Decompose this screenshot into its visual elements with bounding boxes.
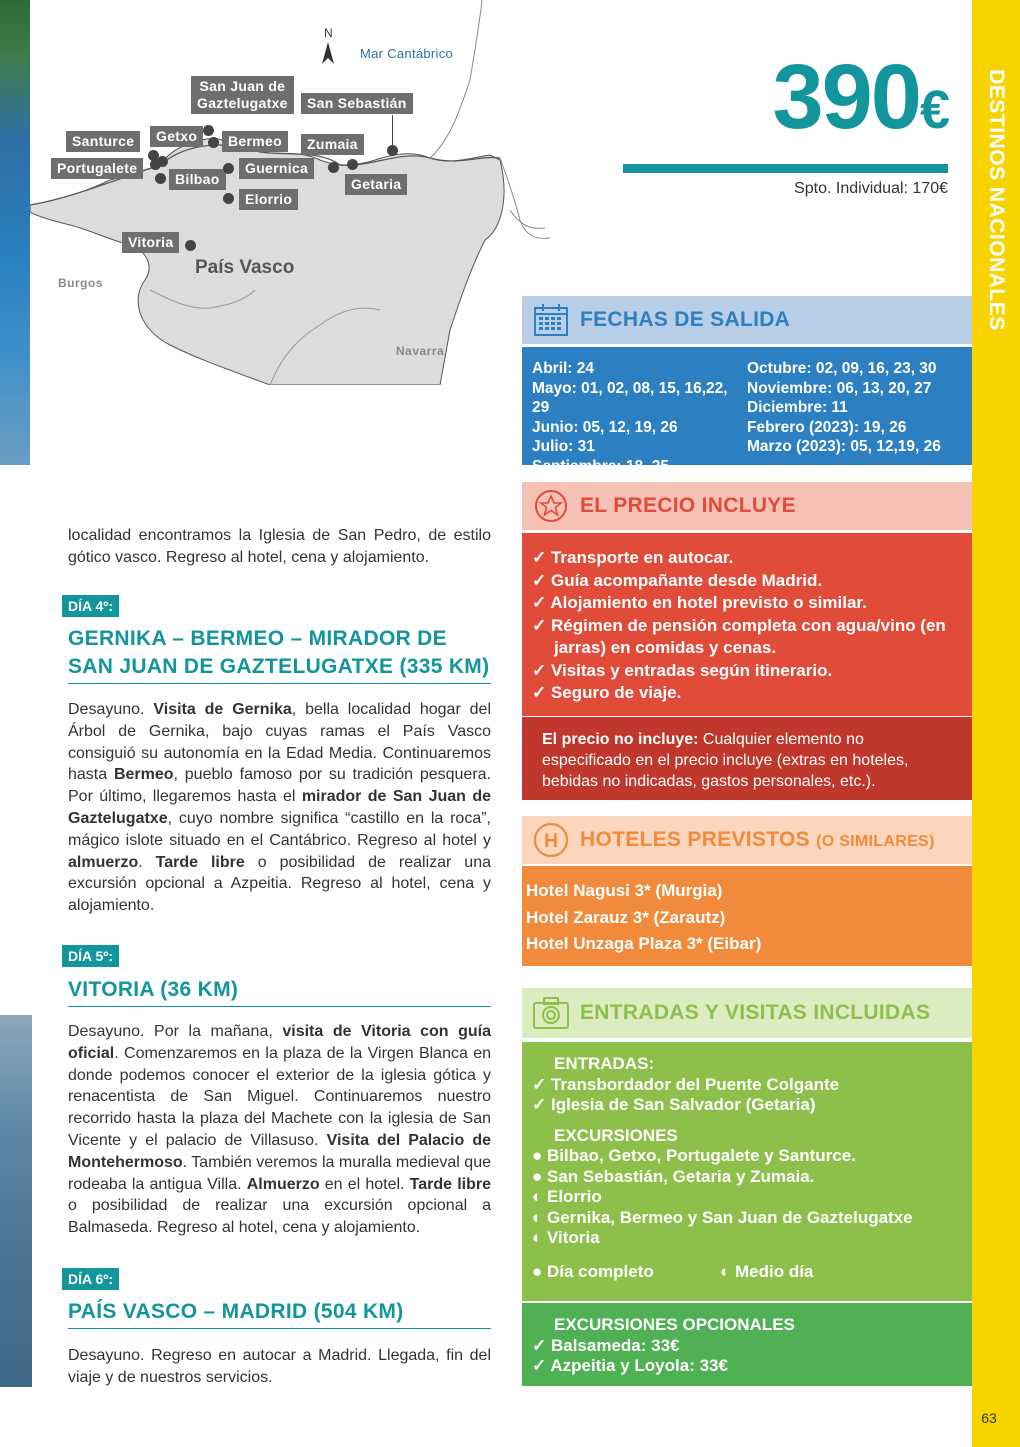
text-run: Desayuno.	[68, 701, 154, 718]
incluye-title: EL PRECIO INCLUYE	[580, 494, 796, 517]
price-currency: €	[919, 80, 950, 140]
leader-line	[392, 115, 393, 149]
city-name: Gaztelugatxe	[197, 95, 288, 111]
photo-strip-bottom	[0, 1015, 32, 1387]
city-label-getxo: Getxo	[150, 126, 203, 147]
city-label-san-sebastian: San Sebastián	[301, 93, 413, 114]
city-dot	[328, 162, 339, 173]
day-6-label: DÍA 6º:	[62, 1268, 119, 1290]
incluye-header	[522, 482, 972, 530]
date-row: Abril: 24	[532, 360, 595, 377]
list-item: ✓ Régimen de pensión completa con agua/vino (en jarras) en comidas y cenas.	[532, 615, 946, 657]
date-row: Noviembre: 06, 13, 20, 27	[747, 379, 932, 397]
svg-text:H: H	[544, 831, 558, 852]
single-supplement: Spto. Individual: 170€	[794, 180, 948, 197]
hotel-item: Hotel Unzaga Plaza 3* (Eibar)	[526, 934, 762, 953]
hoteles-title: HOTELES PREVISTOS	[580, 828, 810, 851]
city-dot	[150, 159, 161, 170]
list-item: ● Bilbao, Getxo, Portugalete y Santurce.	[532, 1146, 856, 1165]
city-dot	[223, 193, 234, 204]
north-label: N	[324, 26, 333, 40]
city-dot	[347, 159, 358, 170]
text-run: o posibilidad de realizar una excursión opcional a Balmaseda. Regreso al hotel, cena y alojamiento.	[68, 1197, 491, 1237]
entradas-label: ENTRADAS:	[554, 1054, 655, 1073]
text-bold: Bermeo	[113, 766, 174, 784]
city-dot	[223, 163, 234, 174]
hotel-item: Hotel Zarauz 3* (Zarautz)	[526, 907, 726, 927]
page-number: 63	[981, 1410, 997, 1426]
text-run: . También veremos la muralla medieval que rodeaba la antigua Villa.	[68, 1153, 491, 1193]
burgos-label: Burgos	[58, 276, 103, 290]
list-item: ✓ Guía acompañante desde Madrid.	[532, 570, 823, 590]
text-run: , cuyo nombre significa “castillo en la roca”, mágico islote situado en el Cantábrico. Regreso al hotel y	[68, 809, 491, 849]
opcionales-body	[522, 1303, 972, 1386]
opcionales-label: EXCURSIONES OPCIONALES	[554, 1315, 795, 1334]
day-4-label: DÍA 4º:	[62, 595, 119, 617]
dates-column-1	[532, 359, 747, 475]
list-item: ✓ Transporte en autocar.	[532, 548, 734, 567]
fechas-header	[522, 296, 972, 344]
city-label-bermeo: Bermeo	[222, 131, 288, 152]
list-item: ✓ Visitas y entradas según itinerario.	[532, 660, 833, 680]
dates-column-2	[747, 359, 962, 453]
excursiones-label: EXCURSIONES	[554, 1125, 678, 1145]
city-label-elorrio: Elorrio	[239, 189, 298, 210]
fechas-title: FECHAS DE SALIDA	[580, 308, 791, 331]
hoteles-body	[522, 866, 972, 966]
list-item: ✓ Seguro de viaje.	[532, 683, 682, 702]
list-item: ◐ Gernika, Bermeo y San Juan de Gaztelugatxe	[532, 1207, 913, 1227]
day-5-label: DÍA 5º:	[62, 945, 119, 967]
list-item: ✓ Balsameda: 33€	[532, 1335, 680, 1355]
day-5-title: VITORIA (36 KM)	[68, 976, 491, 1007]
date-row: Julio: 31	[532, 438, 595, 455]
city-dot	[155, 173, 166, 184]
fechas-body	[522, 347, 972, 475]
day-4-text	[68, 699, 491, 917]
text-run: .	[138, 853, 156, 871]
text-run: en el hotel.	[319, 1175, 410, 1193]
text-bold: Visita de Gernika	[153, 701, 292, 718]
city-dot	[208, 137, 219, 148]
no-incluye-body	[522, 717, 972, 800]
date-row: Septiembre: 18, 25	[532, 457, 669, 475]
hoteles-subtitle: (O SIMILARES)	[816, 833, 935, 850]
legend-full-day: ● Día completo	[532, 1261, 654, 1281]
day-6-title: PAÍS VASCO – MADRID (504 KM)	[68, 1298, 491, 1329]
calendar-icon	[522, 303, 580, 337]
text-bold: Almuerzo	[246, 1175, 320, 1193]
no-incluye-label: El precio no incluye:	[542, 731, 699, 748]
city-label-bilbao: Bilbao	[169, 169, 226, 190]
city-dot	[387, 145, 398, 156]
list-item: ✓ Transbordador del Puente Colgante	[532, 1074, 840, 1094]
text-bold: Visita del Palacio de Montehermoso	[68, 1131, 491, 1171]
region-label: País Vasco	[195, 257, 295, 278]
hotel-item: Hotel Nagusi 3* (Murgia)	[526, 881, 723, 900]
star-badge-icon	[522, 488, 580, 524]
text-bold: Tarde libre	[409, 1175, 492, 1193]
date-row: Octubre: 02, 09, 16, 23, 30	[747, 360, 937, 377]
text-bold: Tarde libre	[155, 853, 245, 871]
day-5-text	[68, 1021, 491, 1239]
city-dot	[185, 240, 196, 251]
list-item: ◐ Vitoria	[532, 1228, 600, 1247]
navarra-label: Navarra	[396, 344, 445, 358]
city-label-san-juan	[191, 76, 294, 114]
list-item: ✓ Iglesia de San Salvador (Getaria)	[532, 1095, 816, 1114]
incluye-body	[522, 533, 972, 716]
day-6-text: Desayuno. Regreso en autocar a Madrid. Llegada, fin del viaje y de nuestros servicios.	[68, 1347, 491, 1386]
text-run: . Comenzaremos en la plaza de la Virgen Blanca en donde podemos conocer el exterior de la iglesia gótica y renacentista de San Miguel. Continuaremos nuestro recorrido hasta la plaza del Machete con la iglesia de San Vicente y el palacio de Villasuso.	[68, 1044, 491, 1149]
city-label-zumaia: Zumaia	[301, 134, 364, 155]
city-dot	[203, 125, 214, 136]
date-row: Mayo: 01, 02, 08, 15, 16,22, 29	[532, 379, 728, 416]
city-label-getaria: Getaria	[345, 174, 407, 195]
entradas-header	[522, 988, 972, 1038]
price-amount: 390	[772, 46, 920, 148]
entradas-title: ENTRADAS Y VISITAS INCLUIDAS	[580, 1001, 931, 1024]
sidebar-label: DESTINOS NACIONALES	[985, 69, 1008, 331]
sea-label: Mar Cantábrico	[360, 46, 454, 61]
date-row: Marzo (2023): 05, 12,19, 26	[747, 438, 941, 455]
city-name: San Juan de	[199, 78, 286, 94]
hotel-icon	[522, 822, 580, 858]
photo-strip-top	[0, 0, 30, 465]
city-label-portugalete: Portugalete	[51, 158, 143, 179]
day-4-title: GERNIKA – BERMEO – MIRADOR DE SAN JUAN DE GAZTELUGATXE (335 KM)	[68, 625, 491, 684]
list-item: ● San Sebastián, Getaria y Zumaia.	[532, 1166, 815, 1186]
date-row: Diciembre: 11	[747, 399, 848, 416]
list-item: ✓ Azpeitia y Loyola: 33€	[532, 1356, 728, 1375]
text-run: Desayuno. Por la mañana,	[68, 1023, 283, 1040]
text-run: , pueblo famoso por su tradición pesquera. Por último, llegaremos hasta el	[68, 766, 491, 806]
date-row: Febrero (2023): 19, 26	[747, 418, 907, 436]
legend	[532, 1262, 962, 1283]
camera-icon	[522, 996, 580, 1030]
date-row: Junio: 05, 12, 19, 26	[532, 418, 678, 436]
city-label-vitoria: Vitoria	[122, 232, 179, 253]
entradas-body	[522, 1042, 972, 1301]
intro-paragraph: localidad encontramos la Iglesia de San Pedro, de estilo gótico vasco. Regreso al hotel, cena y alojamiento.	[68, 527, 491, 566]
city-label-santurce: Santurce	[66, 131, 140, 152]
price	[620, 45, 950, 150]
hoteles-header	[522, 816, 972, 864]
legend-half-day: ◐ Medio día	[720, 1261, 814, 1281]
text-bold: almuerzo	[68, 853, 139, 871]
city-label-guernica: Guernica	[239, 158, 314, 179]
text-bold: mirador de San Juan de Gaztelugatxe	[68, 788, 491, 827]
text-run: o posibilidad de realizar una excursión opcional a Azpeitia. Regreso al hotel, cena y alojamiento.	[68, 853, 492, 915]
price-underline	[623, 164, 948, 173]
map	[30, 0, 550, 385]
text-run: , bella localidad hogar del Árbol de Gernika, bajo cuyas ramas el País Vasco consiguió su autonomía en la Edad Media. Continuaremos hasta	[68, 701, 491, 784]
no-incluye-text: Cualquier elemento no especificado en el precio incluye (extras en hoteles, bebidas no indicadas, gastos personales, etc.).	[542, 731, 909, 790]
text-bold: visita de Vitoria con guía oficial	[68, 1023, 491, 1062]
list-item: ◐ Elorrio	[532, 1187, 602, 1206]
list-item: ✓ Alojamiento en hotel previsto o similar.	[532, 593, 867, 612]
